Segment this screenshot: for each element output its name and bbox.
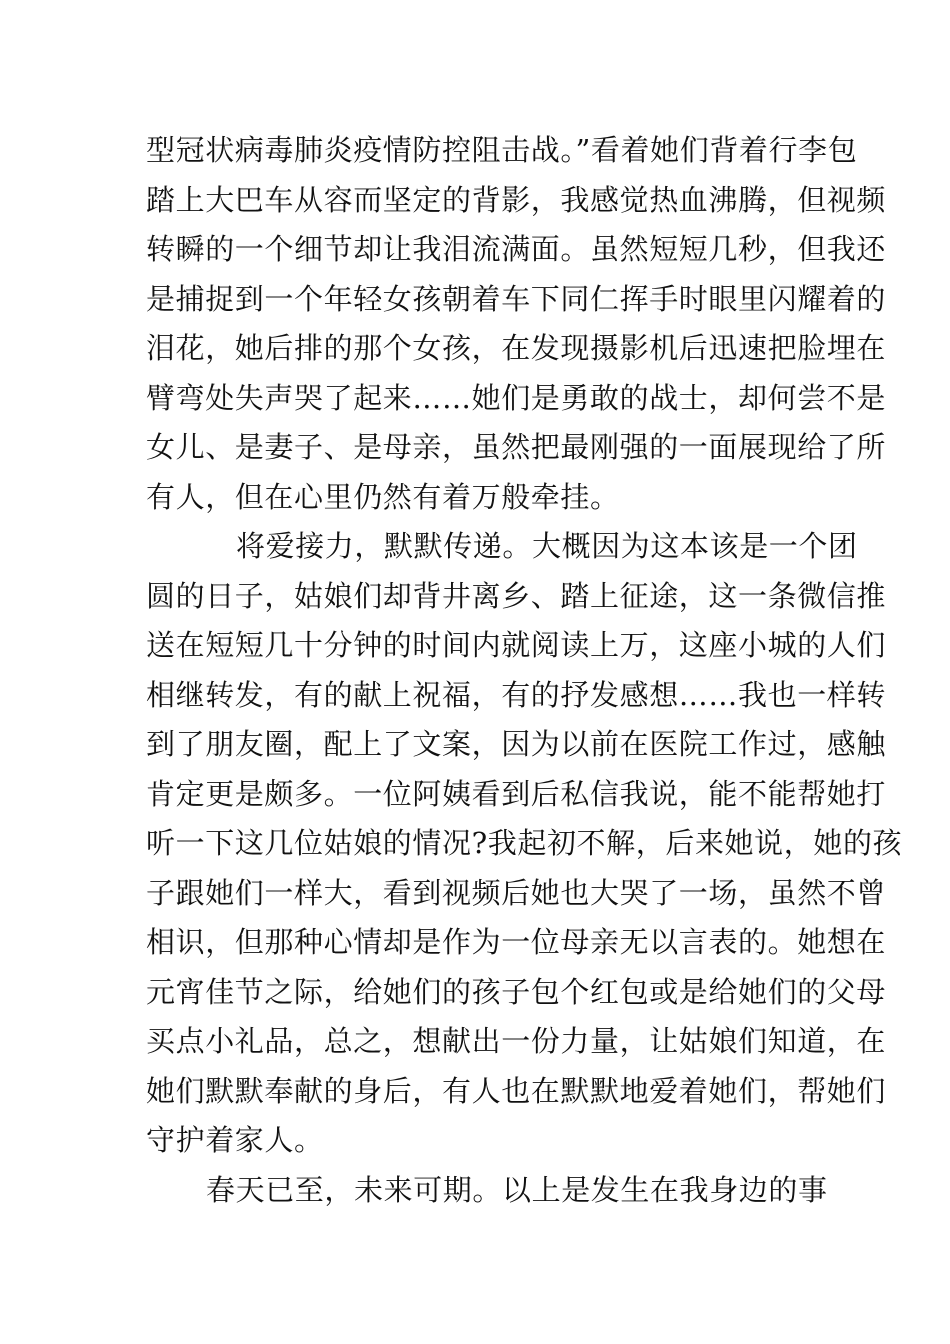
text-line: 女儿、是妻子、是母亲，虽然把最刚强的一面展现给了所	[146, 430, 887, 464]
text-line: 买点小礼品，总之，想献出一份力量，让姑娘们知道，在	[146, 1024, 887, 1058]
text-line: 子跟她们一样大，看到视频后她也大哭了一场，虽然不曾	[146, 876, 887, 910]
text-line: 圆的日子，姑娘们却背井离乡、踏上征途，这一条微信推	[146, 579, 887, 613]
text-line: 听一下这几位姑娘的情况?我起初不解，后来她说，她的孩	[146, 826, 903, 860]
text-line: 踏上大巴车从容而坚定的背影，我感觉热血沸腾，但视频	[146, 183, 887, 217]
text-line: 元宵佳节之际，给她们的孩子包个红包或是给她们的父母	[146, 975, 887, 1009]
text-line: 肯定更是颇多。一位阿姨看到后私信我说，能不能帮她打	[146, 777, 887, 811]
paragraph-start-line: 将爱接力，默默传递。大概因为这本该是一个团	[236, 529, 858, 563]
text-line: 到了朋友圈，配上了文案，因为以前在医院工作过，感触	[146, 727, 887, 761]
text-line: 有人，但在心里仍然有着万般牵挂。	[146, 480, 620, 514]
paragraph-start-line: 春天已至，未来可期。以上是发生在我身边的事	[206, 1173, 828, 1207]
text-line: 送在短短几十分钟的时间内就阅读上万，这座小城的人们	[146, 628, 887, 662]
text-line: 型冠状病毒肺炎疫情防控阻击战。”看着她们背着行李包	[146, 133, 858, 167]
text-line: 泪花，她后排的那个女孩，在发现摄影机后迅速把脸埋在	[146, 331, 887, 365]
text-line: 相继转发，有的献上祝福，有的抒发感想……我也一样转	[146, 678, 887, 712]
text-line: 臂弯处失声哭了起来……她们是勇敢的战士，却何尝不是	[146, 381, 887, 415]
text-line: 她们默默奉献的身后，有人也在默默地爱着她们，帮她们	[146, 1074, 887, 1108]
text-line: 是捕捉到一个年轻女孩朝着车下同仁挥手时眼里闪耀着的	[146, 282, 887, 316]
text-line: 相识，但那种心情却是作为一位母亲无以言表的。她想在	[146, 925, 887, 959]
text-line: 守护着家人。	[146, 1123, 324, 1157]
text-line: 转瞬的一个细节却让我泪流满面。虽然短短几秒，但我还	[146, 232, 887, 266]
